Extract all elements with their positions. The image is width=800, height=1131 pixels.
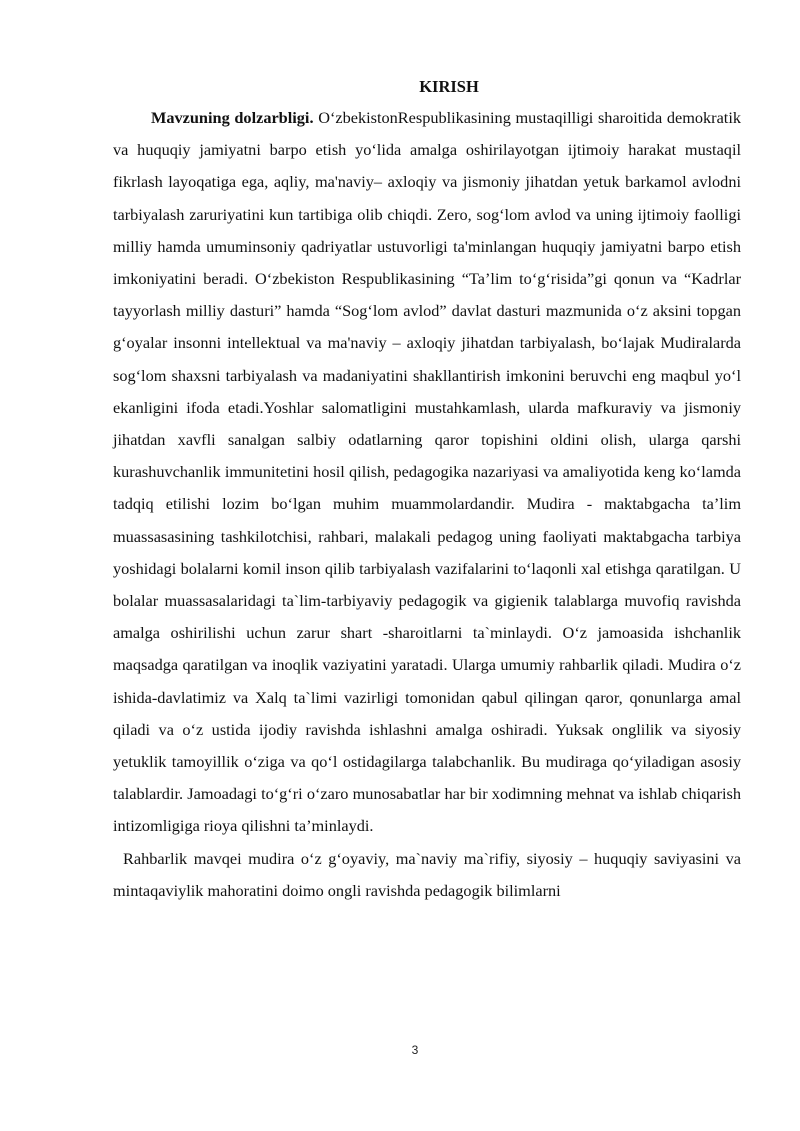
section-title: KIRISH: [419, 77, 479, 96]
paragraph-lead: Mavzuning dolzarbligi.: [151, 108, 314, 127]
paragraph-leadership: Rahbarlik mavqei mudira o‘z g‘oyaviy, ma`naviy ma`rifiy, siyosiy – huquqiy saviyasini va mintaqaviylik mahoratini doimo ongli ravishda pedagogik bilimlarni: [113, 848, 741, 900]
page-number: 3: [411, 1043, 419, 1057]
paragraph-body: O‘zbekistonRespublikasining mustaqilligi sharoitida demokratik va huquqiy jamiyatni barpo etish yo‘lida amalga oshirilayotgan ijtimoiy harakat mustaqil fikrlash layoqatiga ega, aqliy, ma'naviy– axloqiy va jismoniy jihatdan yetuk barkamol avlodni tarbiyalash zaruriyatini kun tartibiga olib chiqdi. Zero, sog‘lom avlod va uning ijtimoiy faolligi milliy hamda umuminsoniy qadriyatlar ustuvorligi ta'minlangan huquqiy jamiyatni barpo etish imkoniyatini beradi. O‘zbekiston Respublikasining “Ta’lim to‘g‘risida”gi qonun va “Kadrlar tayyorlash milliy dasturi” hamda “Sog‘lom avlod” davlat dasturi mazmunida o‘z aksini topgan g‘oyalar insonni intellektual va ma'naviy – axloqiy jihatdan tarbiyalash, bo‘lajak Mudiralarda sog‘lom shaxsni tarbiyalash va madaniyatini shakllantirish imkonini beruvchi eng maqbul yo‘l ekanligini ifoda etadi.Yoshlar salomatligini mustahkamlash, ularda mafkuraviy va jismoniy jihatdan xavfli sanalgan salbiy odatlarning qaror topishini oldini olish, ularga qarshi kurashuvchanlik immunitetini hosil qilish, pedagogika nazariyasi va amaliyotida keng ko‘lamda tadqiq etilishi lozim bo‘lgan muhim muammolardandir. Mudira - maktabgacha ta’lim muassasasining tashkilotchisi, rahbari, malakali pedagog uning faoliyati maktabgacha tarbiya yoshidagi bolalarni komil inson qilib tarbiyalash vazifalarini to‘laqonli xal etishga qaratilgan. U bolalar muassasalaridagi ta`lim-tarbiyaviy pedagogik va gigienik talablarga muvofiq ravishda amalga oshirilishi uchun zarur shart -sharoitlarni ta`minlaydi. O‘z jamoasida ishchanlik maqsadga qaratilgan va inoqlik vaziyatini yaratadi. Ularga umumiy rahbarlik qiladi. Mudira o‘z ishida-davlatimiz va Xalq ta`limi vazirligi tomonidan qabul qilingan qaror, qonunlarga amal qiladi va o‘z ustida ijodiy ravishda ishlashni amalga oshiradi. Yuksak onglilik va siyosiy yetuklik tamoyillik o‘ziga va qo‘l ostidagilarga talabchanlik. Bu mudiraga qo‘yiladigan asosiy talablardir. Jamoadagi to‘g‘ri o‘zaro munosabatlar har bir xodimning mehnat va ishlab chiqarish intizomligiga rioya qilishni ta’minlaydi.: [113, 108, 741, 836]
page-content: [113, 72, 741, 907]
paragraph-relevance: [113, 102, 741, 843]
